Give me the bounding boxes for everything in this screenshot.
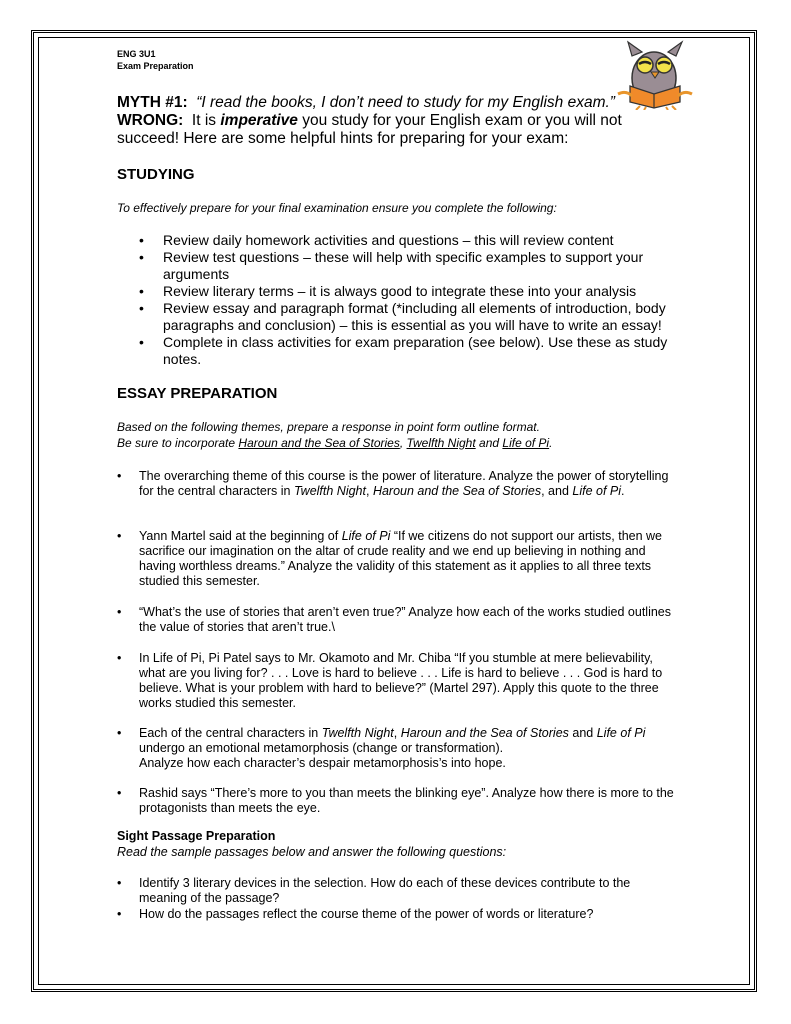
essay-intro [117, 419, 677, 451]
studying-list [117, 232, 677, 368]
essay-intro-line1: Based on the following themes, prepare a response in point form outline format. [117, 420, 540, 434]
list-item: • Complete in class activities for exam preparation (see below). Use these as study notes. [117, 334, 677, 368]
wrong-text-post: you study for your English exam or you will not succeed! Here are some helpful hints for preparing for your exam: [117, 112, 622, 147]
book-life-of-pi: Life of Pi [502, 436, 550, 450]
myth-quote: “I read the books, I don’t need to study for my English exam.” [196, 94, 615, 111]
wrong-text-pre: It is [191, 112, 217, 129]
sight-heading: Sight Passage Preparation [117, 829, 276, 843]
sight-intro: Read the sample passages below and answer the following questions: [117, 845, 507, 859]
essay-heading: ESSAY PREPARATION [117, 385, 278, 402]
book-haroun: Haroun and the Sea of Stories [238, 436, 400, 450]
sight-question-2: • How do the passages reflect the course theme of the power of words or literature? [117, 907, 594, 921]
essay-question-4: • In Life of Pi, Pi Patel says to Mr. Okamoto and Mr. Chiba “If you stumble at mere believability, what are you living for? . . . Love is hard to believe . . . Life is hard to believe . . . God is hard to believe. What is your problem with hard to believe?” (Martel 297). Apply this quote to the three works studied this semester. [117, 651, 663, 710]
essay-question-6: • Rashid says “There’s more to you than meets the blinking eye”. Analyze how there is more to the protagonists than meets the eye. [117, 786, 674, 815]
myth-statement [117, 94, 677, 148]
list-item: • Review essay and paragraph format (*including all elements of introduction, body paragraphs and conclusion) – this is essential as you will have to write an essay! [117, 300, 677, 334]
course-code: ENG 3U1 [117, 49, 156, 59]
list-item: • Review test questions – these will help with specific examples to support your arguments [117, 249, 677, 283]
myth-label: MYTH #1: [117, 94, 188, 111]
sight-question-1: • Identify 3 literary devices in the selection. How do each of these devices contribute to the meaning of the passage? [117, 876, 631, 905]
essay-question-1: • The overarching theme of this course is the power of literature. Analyze the power of storytelling for the central characters in Twelfth Night, Haroun and the Sea of Stories, and Life of Pi. [117, 469, 669, 498]
document-subtitle: Exam Preparation [117, 61, 194, 71]
wrong-emphasis: imperative [220, 112, 298, 129]
essay-question-2: • Yann Martel said at the beginning of Life of Pi “If we citizens do not support our artists, then we sacrifice our imagination on the altar of crude reality and we end up believing in nothing and having worthless dreams.” Analyze the validity of this statement as it applies to all three texts studied this semester. [117, 529, 663, 588]
essay-question-5: • Each of the central characters in Twelfth Night, Haroun and the Sea of Stories and Life of Pi undergo an emotional metamorphosis (change or transformation). Analyze how each character’s despair metamorphosis’s into hope. [117, 726, 646, 770]
book-twelfth-night: Twelfth Night [406, 436, 476, 450]
essay-intro-line2: Be sure to incorporate Haroun and the Sea of Stories, Twelfth Night and Life of Pi. [117, 436, 553, 450]
list-item: • Review literary terms – it is always good to integrate these into your analysis [117, 283, 677, 300]
document-header [117, 48, 194, 72]
essay-question-3: • “What’s the use of stories that aren’t even true?” Analyze how each of the works studied outlines the value of stories that aren’t true.\ [117, 605, 672, 634]
wrong-label: WRONG: [117, 112, 184, 129]
studying-heading: STUDYING [117, 166, 195, 183]
list-item: • Review daily homework activities and questions – this will review content [117, 232, 677, 249]
studying-intro: To effectively prepare for your final examination ensure you complete the following: [117, 201, 557, 215]
